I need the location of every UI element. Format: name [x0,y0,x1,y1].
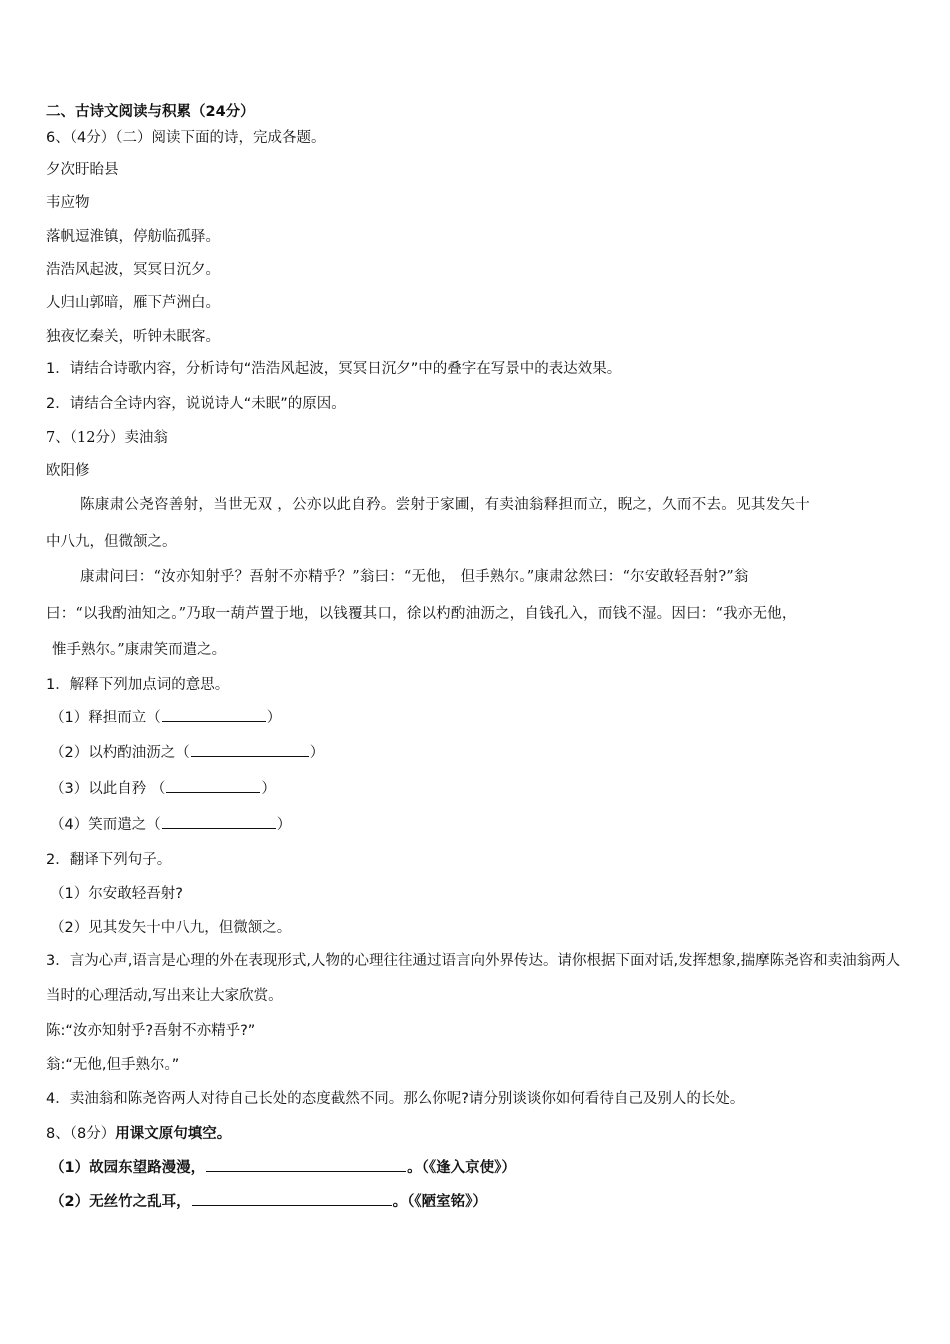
item-close: ） [309,745,325,761]
poem-author: 韦应物 [46,195,90,211]
answer-blank[interactable] [166,778,260,793]
q6-question: 1．请结合诗歌内容，分析诗句“浩浩风起波，冥冥日沉夕”中的叠字在写景中的表达效果。 [46,361,622,377]
item-close: ） [261,781,276,797]
poem-title: 夕次盱眙县 [46,162,119,178]
passage-line: 康肃问曰：“汝亦知射乎？吾射不亦精乎？”翁曰：“无他， 但手熟尔。”康肃忿然曰：“尔安敢轻吾射?”翁 [80,569,749,585]
dialogue-chen: 陈:“汝亦知射乎?吾射不亦精乎?” [46,1023,256,1039]
q7-sub2-prompt: 2．翻译下列句子。 [46,852,172,868]
q7-sub1-prompt: 1．解释下列加点词的意思。 [46,677,230,693]
q8-item [50,1157,920,1178]
poem-line: 落帆逗淮镇，停舫临孤驿。 [46,229,220,245]
q7-sub2-item: （1）尔安敢轻吾射? [50,886,183,902]
item-label: （4）笑而遣之（ [50,817,161,833]
item-label: （1）释担而立（ [50,710,161,726]
q6-header: 6、（4分）（二）阅读下面的诗，完成各题。 [46,130,326,146]
q8-item [50,1191,920,1212]
item-before: （1）故园东望路漫漫， [50,1160,206,1176]
item-label: （3）以此自矜 （ [50,781,166,797]
poem-line: 人归山郭暗，雁下芦洲白。 [46,295,220,311]
q8-header-prefix: 8、（8分） [46,1126,116,1142]
q7-header: 7、（12分）卖油翁 [46,430,168,446]
answer-blank[interactable] [206,1157,406,1172]
item-after: 。（《逢入京使》） [407,1160,516,1176]
q7-author: 欧阳修 [46,463,90,479]
q8-header [46,1124,920,1144]
answer-blank[interactable] [192,1191,392,1206]
q7-sub1-item [50,778,920,799]
dialogue-weng: 翁:“无他,但手熟尔。” [46,1057,180,1073]
item-after: 。（《陋室铭》） [392,1194,487,1210]
item-close: ） [266,710,282,726]
item-close: ） [276,817,292,833]
q7-sub1-item [50,742,920,763]
passage-line: 曰：“以我酌油知之。”乃取一葫芦置于地，以钱覆其口，徐以杓酌油沥之，自钱孔入，而钱不湿。因曰：“我亦无他， [46,606,797,622]
q7-sub4: 4．卖油翁和陈尧咨两人对待自己长处的态度截然不同。那么你呢?请分别谈谈你如何看待自己及别人的长处。 [46,1091,745,1107]
passage-line: 陈康肃公尧咨善射，当世无双 ，公亦以此自矜。尝射于家圃，有卖油翁释担而立，睨之，久而不去。见其发矢十 [80,497,811,513]
q7-sub1-item [50,707,920,728]
answer-blank[interactable] [162,707,266,722]
q8-header-bold: 用课文原句填空。 [115,1126,232,1142]
poem-line: 独夜忆秦关，听钟未眠客。 [46,329,220,345]
q6-question: 2．请结合全诗内容，说说诗人“未眠”的原因。 [46,396,346,412]
section-title: 二、古诗文阅读与积累（24分） [46,104,255,120]
passage-line: 惟手熟尔。”康肃笑而遣之。 [52,642,227,658]
answer-blank[interactable] [162,814,276,829]
q7-sub1-item [50,814,920,835]
item-before: （2）无丝竹之乱耳， [50,1194,191,1210]
item-label: （2）以杓酌油沥之（ [50,745,190,761]
q7-sub3-text: 3．言为心声,语言是心理的外在表现形式,人物的心理往往通过语言向外界传达。请你根据下面对话,发挥想象,揣摩陈尧咨和卖油翁两人当时的心理活动,写出来让大家欣赏。 [46,953,901,1004]
poem-line: 浩浩风起波，冥冥日沉夕。 [46,262,220,278]
answer-blank[interactable] [191,742,309,757]
q7-sub2-item: （2）见其发矢十中八九，但微颔之。 [50,920,292,936]
passage-line: 中八九，但微颔之。 [46,534,177,550]
